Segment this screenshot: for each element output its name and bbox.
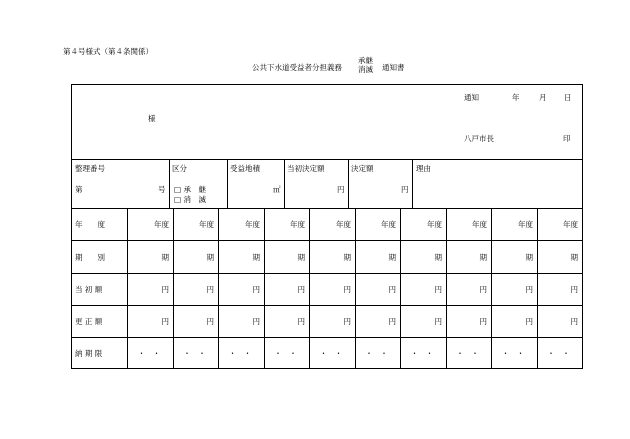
revised-amount-cell: 円 <box>388 317 396 326</box>
fiscal-year-cell: 年度 <box>199 220 214 229</box>
fiscal-year-cell: 年度 <box>563 220 578 229</box>
date-month: 月 <box>539 93 547 102</box>
revised-amount-cell: 円 <box>297 317 305 326</box>
row-label-period: 期 別 <box>75 253 105 262</box>
area-label: 受益地積 <box>230 164 260 173</box>
fiscal-year-cell: 年度 <box>472 220 487 229</box>
initial-amount-cell: 円 <box>343 285 351 294</box>
initial-amount-cell: 円 <box>252 285 260 294</box>
period-cell: 期 <box>252 253 260 262</box>
title-options <box>358 56 373 74</box>
initial-amount-cell: 円 <box>570 285 578 294</box>
title-main: 公共下水道受益者分担義務 <box>252 63 342 72</box>
decided-amount-label: 決定額 <box>351 164 374 173</box>
kubun-option-extinction: □ 消 滅 <box>174 195 206 204</box>
date-day: 日 <box>564 93 572 102</box>
initial-amount-label: 当初決定額 <box>287 164 325 173</box>
due-date-cell: ・ ・ <box>228 349 252 358</box>
row-label-fiscal-year: 年 度 <box>75 220 105 229</box>
period-cell: 期 <box>479 253 487 262</box>
due-date-cell: ・ ・ <box>319 349 343 358</box>
initial-amount-cell: 円 <box>434 285 442 294</box>
sender-name: 八戸市長 <box>464 134 494 143</box>
due-date-cell: ・ ・ <box>501 349 525 358</box>
reason-label: 理由 <box>416 164 431 173</box>
row-label-revised-amount: 更 正 額 <box>75 317 103 326</box>
fiscal-year-cell: 年度 <box>290 220 305 229</box>
date-year: 年 <box>512 93 520 102</box>
title-option-succession: 承継 <box>358 56 373 65</box>
period-cell: 期 <box>297 253 305 262</box>
due-date-cell: ・ ・ <box>456 349 479 358</box>
fiscal-year-cell: 年度 <box>336 220 351 229</box>
revised-amount-cell: 円 <box>525 317 533 326</box>
addressee-suffix: 様 <box>148 114 156 123</box>
revised-amount-cell: 円 <box>570 317 578 326</box>
revised-amount-cell: 円 <box>161 317 169 326</box>
due-date-cell: ・ ・ <box>183 349 206 358</box>
initial-amount-cell: 円 <box>297 285 305 294</box>
initial-amount-cell: 円 <box>479 285 487 294</box>
area-unit: ㎡ <box>273 185 281 194</box>
kubun-option-succession: □ 承 継 <box>174 185 206 194</box>
due-date-cell: ・ ・ <box>274 349 297 358</box>
period-cell: 期 <box>570 253 578 262</box>
revised-amount-cell: 円 <box>206 317 214 326</box>
period-cell: 期 <box>434 253 442 262</box>
row-label-initial-amount: 当 初 額 <box>75 285 103 294</box>
initial-amount-cell: 円 <box>206 285 214 294</box>
fiscal-year-cell: 年度 <box>518 220 533 229</box>
notice-form-table <box>71 84 583 369</box>
period-cell: 期 <box>161 253 169 262</box>
seiri-number-label: 整理番号 <box>75 164 105 173</box>
seiri-number-suffix: 号 <box>158 185 166 194</box>
initial-amount-cell: 円 <box>525 285 533 294</box>
due-date-cell: ・ ・ <box>410 349 434 358</box>
period-cell: 期 <box>388 253 396 262</box>
initial-amount-unit: 円 <box>337 185 345 194</box>
decided-amount-unit: 円 <box>401 185 409 194</box>
due-date-cell: ・ ・ <box>547 349 570 358</box>
fiscal-year-cell: 年度 <box>427 220 442 229</box>
period-cell: 期 <box>206 253 214 262</box>
due-date-cell: ・ ・ <box>137 349 161 358</box>
revised-amount-cell: 円 <box>252 317 260 326</box>
revised-amount-cell: 円 <box>434 317 442 326</box>
revised-amount-cell: 円 <box>479 317 487 326</box>
period-cell: 期 <box>525 253 533 262</box>
notice-date-label: 通知 <box>464 93 479 102</box>
initial-amount-cell: 円 <box>161 285 169 294</box>
due-date-cell: ・ ・ <box>365 349 388 358</box>
kubun-label: 区分 <box>172 164 187 173</box>
revised-amount-cell: 円 <box>343 317 351 326</box>
seal-mark: 印 <box>563 134 571 143</box>
seiri-number-prefix: 第 <box>75 185 83 194</box>
form-number-label: 第４号様式（第４条関係） <box>63 47 153 56</box>
fiscal-year-cell: 年度 <box>381 220 396 229</box>
fiscal-year-cell: 年度 <box>245 220 260 229</box>
period-cell: 期 <box>343 253 351 262</box>
title-option-extinction: 消滅 <box>358 65 373 74</box>
title-suffix: 通知書 <box>382 63 405 72</box>
initial-amount-cell: 円 <box>388 285 396 294</box>
row-label-due-date: 納 期 限 <box>75 349 103 358</box>
fiscal-year-cell: 年度 <box>154 220 169 229</box>
